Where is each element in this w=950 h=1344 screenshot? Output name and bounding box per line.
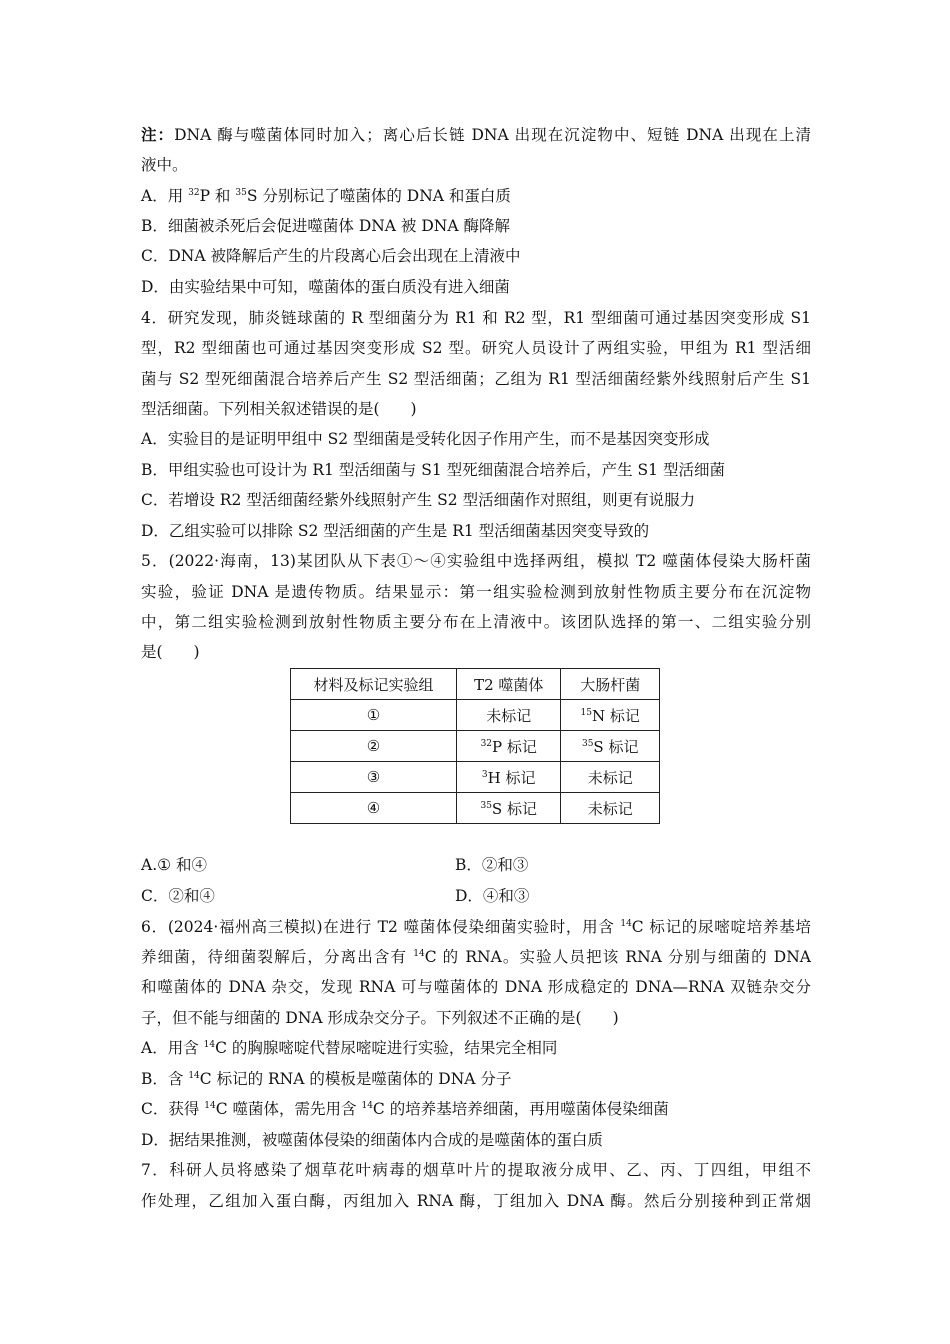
q6-option-d: D．据结果推测，被噬菌体侵染的细菌体内合成的是噬菌体的蛋白质 — [141, 1131, 603, 1149]
q3-option-a: A．用 $^{32}$P 和 $^{35}$S 分别标记了噬菌体的 DNA 和蛋白质 — [141, 187, 511, 205]
group-cell: ① — [291, 700, 457, 731]
q4-option-d: D．乙组实验可以排除 S2 型活细菌的产生是 R1 型活细菌基因突变导致的 — [141, 522, 650, 540]
q4-stem-line-1: 4．研究发现，肺炎链球菌的 R 型细菌分为 R1 和 R2 型，R1 型细菌可通过基因突变形成 S1 — [141, 309, 811, 327]
phage-cell: $^{35}$S 标记 — [457, 793, 561, 824]
phage-cell: 未标记 — [457, 700, 561, 731]
ecoli-cell: 未标记 — [561, 793, 660, 824]
group-cell: ④ — [291, 793, 457, 824]
table-row — [291, 731, 660, 762]
group-cell: ② — [291, 731, 457, 762]
table-row — [291, 793, 660, 824]
q4-option-b: B．甲组实验也可设计为 R1 型活细菌与 S1 型死细菌混合培养后，产生 S1 型活细菌 — [141, 461, 725, 479]
q3-option-c: C．DNA 被降解后产生的片段离心后会出现在上清液中 — [141, 247, 521, 265]
q5-stem-line-1: 5．(2022·海南，13)某团队从下表①～④实验组中选择两组，模拟 T2 噬菌体侵染大肠杆菌 — [141, 552, 811, 570]
q7-stem-line-2: 作处理，乙组加入蛋白酶，丙组加入 RNA 酶，丁组加入 DNA 酶。然后分别接种到正常烟 — [141, 1192, 811, 1210]
table-row — [291, 762, 660, 793]
note-label: 注： — [141, 125, 175, 144]
phage-cell: $^3$H 标记 — [457, 762, 561, 793]
q6-stem-line-2: 养细菌，待细菌裂解后，分离出含有 $^{14}$C 的 RNA。实验人员把该 RNA 分别与细菌的 DNA — [141, 948, 811, 966]
q5-option-d: D．④和③ — [455, 887, 530, 905]
ecoli-cell: 未标记 — [561, 762, 660, 793]
q3-option-b: B．细菌被杀死后会促进噬菌体 DNA 被 DNA 酶降解 — [141, 217, 510, 235]
note-line-1 — [141, 125, 811, 145]
table-header-cell: T2 噬菌体 — [457, 669, 561, 700]
ecoli-cell: $^{35}$S 标记 — [561, 731, 660, 762]
q5-option-c: C．②和④ — [141, 887, 215, 905]
q7-stem-line-1: 7．科研人员将感染了烟草花叶病毒的烟草叶片的提取液分成甲、乙、丙、丁四组，甲组不 — [141, 1161, 811, 1179]
q6-stem-line-1: 6．(2024·福州高三模拟)在进行 T2 噬菌体侵染细菌实验时，用含 $^{14}$C 标记的尿嘧啶培养基培 — [141, 918, 812, 936]
q5-option-a: A.① 和④ — [141, 856, 207, 874]
ecoli-cell: $^{15}$N 标记 — [561, 700, 660, 731]
note-text: DNA 酶与噬菌体同时加入；离心后长链 DNA 出现在沉淀物中、短链 DNA 出现在上清 — [174, 126, 811, 144]
note-line-2: 液中。 — [141, 156, 188, 174]
q6-option-b: B．含 $^{14}$C 标记的 RNA 的模板是噬菌体的 DNA 分子 — [141, 1070, 512, 1088]
group-cell: ③ — [291, 762, 457, 793]
experiment-table — [290, 668, 660, 824]
q4-stem-line-2: 型，R2 型细菌也可通过基因突变形成 S2 型。研究人员设计了两组实验，甲组为 R1 型活细 — [141, 339, 811, 357]
q6-option-a: A．用含 $^{14}$C 的胸腺嘧啶代替尿嘧啶进行实验，结果完全相同 — [141, 1039, 558, 1057]
q5-stem-line-4: 是( ) — [141, 643, 200, 661]
q4-stem-line-4: 型活细菌。下列相关叙述错误的是( ) — [141, 400, 417, 418]
q6-stem-line-4: 子，但不能与细菌的 DNA 形成杂交分子。下列叙述不正确的是( ) — [141, 1009, 619, 1027]
phage-cell: $^{32}$P 标记 — [457, 731, 561, 762]
q3-option-d: D．由实验结果中可知，噬菌体的蛋白质没有进入细菌 — [141, 278, 510, 296]
q4-stem-line-3: 菌与 S2 型死细菌混合培养后产生 S2 型活细菌；乙组为 R1 型活细菌经紫外线照射后产生 S1 — [141, 370, 811, 388]
q6-stem-line-3: 和噬菌体的 DNA 杂交，发现 RNA 可与噬菌体的 DNA 形成稳定的 DNA—RNA 双链杂交分 — [141, 978, 811, 996]
table-row — [291, 700, 660, 731]
table-header-cell: 材料及标记实验组 — [291, 669, 457, 700]
q4-option-a: A．实验目的是证明甲组中 S2 型细菌是受转化因子作用产生，而不是基因突变形成 — [141, 430, 710, 448]
q5-stem-line-3: 中，第二组实验检测到放射性物质主要分布在上清液中。该团队选择的第一、二组实验分别 — [141, 613, 811, 631]
q5-option-b: B．②和③ — [455, 856, 529, 874]
q5-stem-line-2: 实验，验证 DNA 是遗传物质。结果显示：第一组实验检测到放射性物质主要分布在沉淀物 — [141, 583, 811, 601]
q6-option-c: C．获得 $^{14}$C 噬菌体，需先用含 $^{14}$C 的培养基培养细菌，再用噬菌体侵染细菌 — [141, 1100, 669, 1118]
table-header-cell: 大肠杆菌 — [561, 669, 660, 700]
q4-option-c: C．若增设 R2 型活细菌经紫外线照射产生 S2 型活细菌作对照组，则更有说服力 — [141, 491, 696, 509]
table-header-row — [291, 669, 660, 700]
